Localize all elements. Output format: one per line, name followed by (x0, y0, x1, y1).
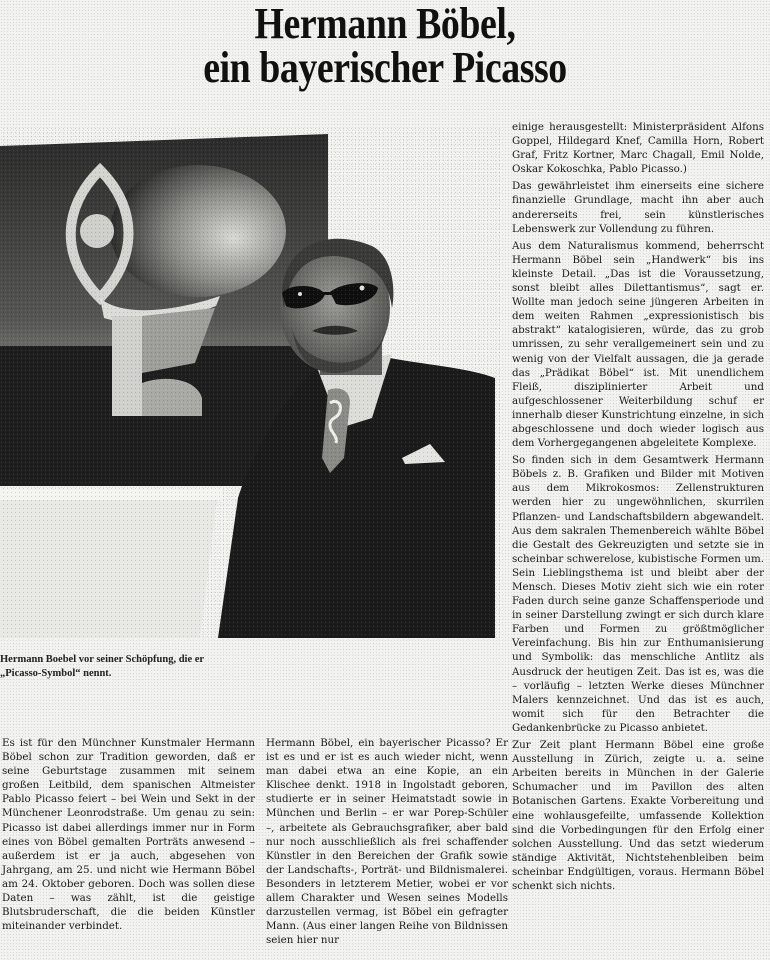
caption-line-1: Hermann Boebel vor seiner Schöpfung, die er (0, 654, 205, 665)
headline (54, 2, 716, 90)
paragraph: Es ist für den Münchner Kunstmaler Hermann Böbel schon zur Tradition geworden, daß er seine Geburtstage zusammen mit seinem großen Leitbild, dem spanischen Altmeister Pablo Picasso feiert – bei Wein und Sekt in der Münchener Leonrodstraße. Um genau zu sein: Picasso ist dabei allerdings immer nur in Form eines von Böbel gemalten Porträts anwesend – außerdem ist er ja auch, abgesehen von Jahrgang, am 25. und nicht wie Hermann Böbel am 24. Oktober geboren. Doch was sollen diese Daten – was zählt, ist die geistige Blutsbruderschaft, die die beiden Künstler miteinander verbindet. (2, 737, 255, 933)
paragraph: Zur Zeit plant Hermann Böbel eine große Ausstellung in Zürich, zeigte u. a. seine Arbeiten bereits in München in der Galerie Schumacher und im Pavillon des alten Botanischen Gartens. Exakte Vorbereitung und eine wohlausgefeilte, umfassende Kollektion sind die Vorbedingungen für den Erfolg einer solchen Ausstellung. Und das setzt wiederum ständige Aktivität, Nichtstehenbleiben beim scheinbar Endgültigen, voraus. Hermann Böbel schenkt sich nichts. (512, 739, 764, 892)
article-column-1 (2, 736, 255, 933)
paragraph: Aus dem Naturalismus kommend, beherrscht Hermann Böbel sein „Handwerk“ bis ins kleinste Detail. „Das ist die Voraussetzung, sonst bleibt alles Dilettantismus“, sagt er. Wollte man jedoch seine jüngeren Arbeiten in dem weiten Rahmen „expressionistisch bis abstrakt“ katalogisieren, würde, das zu grob umrissen, zu sehr verallgemeinert sein und zu wenig von der Vielfalt aussagen, die ja gerade das „Prädikat Böbel“ ist. Mit unendlichem Fleiß, disziplinierter Arbeit und aufgeschlossener Weiterbildung schuf er innerhalb dieser Kunstrichtung einzelne, in sich abgeschlossene und doch wieder logisch aus dem Vorhergegangenen abgeleitete Komplexe. (512, 239, 764, 450)
paragraph: Das gewährleistet ihm einerseits eine sichere finanzielle Grundlage, macht ihn aber auch andererseits frei, sein künstlerisches Lebenswerk zur Vollendung zu führen. (512, 180, 764, 235)
paragraph: So finden sich in dem Gesamtwerk Hermann Böbels z. B. Grafiken und Bilder mit Motiven aus dem Mikrokosmos: Zellenstrukturen werden hier zu ungewöhnlichen, skurrilen Pflanzen- und Landschaftsbildern abgewandelt. Aus dem sakralen Themenbereich wählte Böbel die Gestalt des Gekreuzigten und setzte sie in scheinbar schwerelose, kubistische Formen um. Sein Lieblingsthema ist und bleibt aber der Mensch. Dieses Motiv zieht sich wie ein roter Faden durch seine ganze Schaffensperiode und in seiner Darstellung zwingt er sich durch klare Farben und Formen zu größtmöglicher Vereinfachung. Bis hin zur Enthumanisierung und Symbolik: das menschliche Antlitz als Ausdruck der heutigen Zeit. Das ist es, was die – vorläufig – letzten Werke dieses Münchner Malers kennzeichnet. Und das ist es auch, womit sich für den Betrachter die Gedankenbrücke zu Picasso anbietet. (512, 454, 764, 734)
caption-line-2: „Picasso-Symbol“ nennt. (0, 668, 112, 679)
paragraph: einige herausgestellt: Ministerpräsident Alfons Goppel, Hildegard Knef, Camilla Horn, Robert Graf, Fritz Kortner, Marc Chagall, Emil Nolde, Oskar Kokoschka, Pablo Picasso.) (512, 121, 764, 176)
paragraph: Hermann Böbel, ein bayerischer Picasso? Er ist es und er ist es auch wieder nicht, wenn man dabei etwa an eine Kopie, an ein Klischee denkt. 1918 in Ingolstadt geboren, studierte er in seiner Heimatstadt sowie in München und Berlin – er war Porep-Schüler –, arbeitete als Gebrauchsgrafiker, aber bald nur noch ausschließlich als frei schaffender Künstler in den Bereichen der Grafik sowie der Landschafts-, Porträt- und Bildnismalerei. Besonders in letzterem Metier, wobei er vor allem Charakter und Wesen seines Modells darzustellen vermag, ist Böbel ein gefragter Mann. (Aus einer langen Reihe von Bildnissen seien hier nur (266, 737, 508, 947)
article-column-3 (512, 120, 764, 893)
headline-line-1: Hermann Böbel, (254, 0, 516, 48)
article-photo (0, 128, 500, 638)
photo-caption (0, 653, 330, 681)
article-column-2 (266, 736, 508, 947)
photo-artwork (0, 128, 500, 638)
headline-line-2: ein bayerischer Picasso (203, 43, 567, 92)
